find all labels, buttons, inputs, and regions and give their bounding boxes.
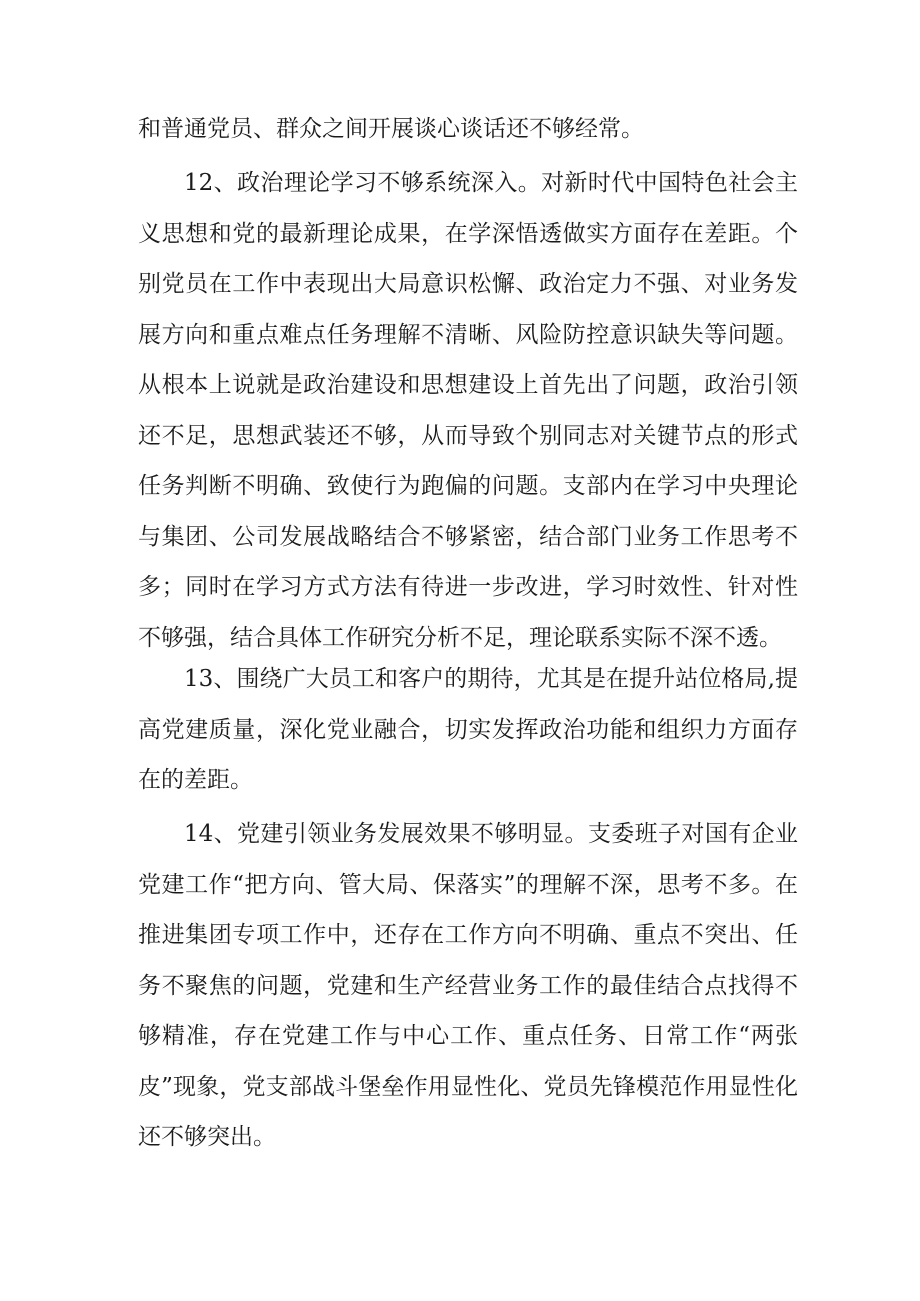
paragraph-text: 14、党建引领业务发展效果不够明显。支委班子对国有企业党建工作“把方向、管大局、保落实”的理解不深，思考不多。在推进集团专项工作中，还存在工作方向不明确、重点不突出、任务不聚焦的问题，党建和生产经营业务工作的最佳结合点找得不够精准，存在党建工作与中心工作、重点任务、日常工作“两张皮”现象，党支部战斗堡垒作用显性化、党员先锋模范作用显性化还不够突出。 bbox=[138, 821, 798, 1150]
paragraph-text: 13、围绕广大员工和客户的期待，尤其是在提升站位格局,提高党建质量，深化党业融合，切实发挥政治功能和组织力方面存在的差距。 bbox=[138, 666, 798, 793]
paragraph-text: 和普通党员、群众之间开展谈心谈话还不够经常。 bbox=[138, 116, 644, 142]
paragraph-item-13 bbox=[138, 654, 798, 806]
paragraph-item-12 bbox=[138, 158, 798, 663]
paragraph-continuation bbox=[138, 104, 798, 155]
paragraph-item-14 bbox=[138, 809, 798, 1163]
paragraph-text: 12、政治理论学习不够系统深入。对新时代中国特色社会主义思想和党的最新理论成果，在学深悟透做实方面存在差距。个别党员在工作中表现出大局意识松懈、政治定力不强、对业务发展方向和重点难点任务理解不清晰、风险防控意识缺失等问题。从根本上说就是政治建设和思想建设上首先出了问题，政治引领还不足，思想武装还不够，从而导致个别同志对关键节点的形式任务判断不明确、致使行为跑偏的问题。支部内在学习中央理论与集团、公司发展战略结合不够紧密，结合部门业务工作思考不多；同时在学习方式方法有待进一步改进，学习时效性、针对性不够强，结合具体工作研究分析不足，理论联系实际不深不透。 bbox=[138, 170, 798, 651]
